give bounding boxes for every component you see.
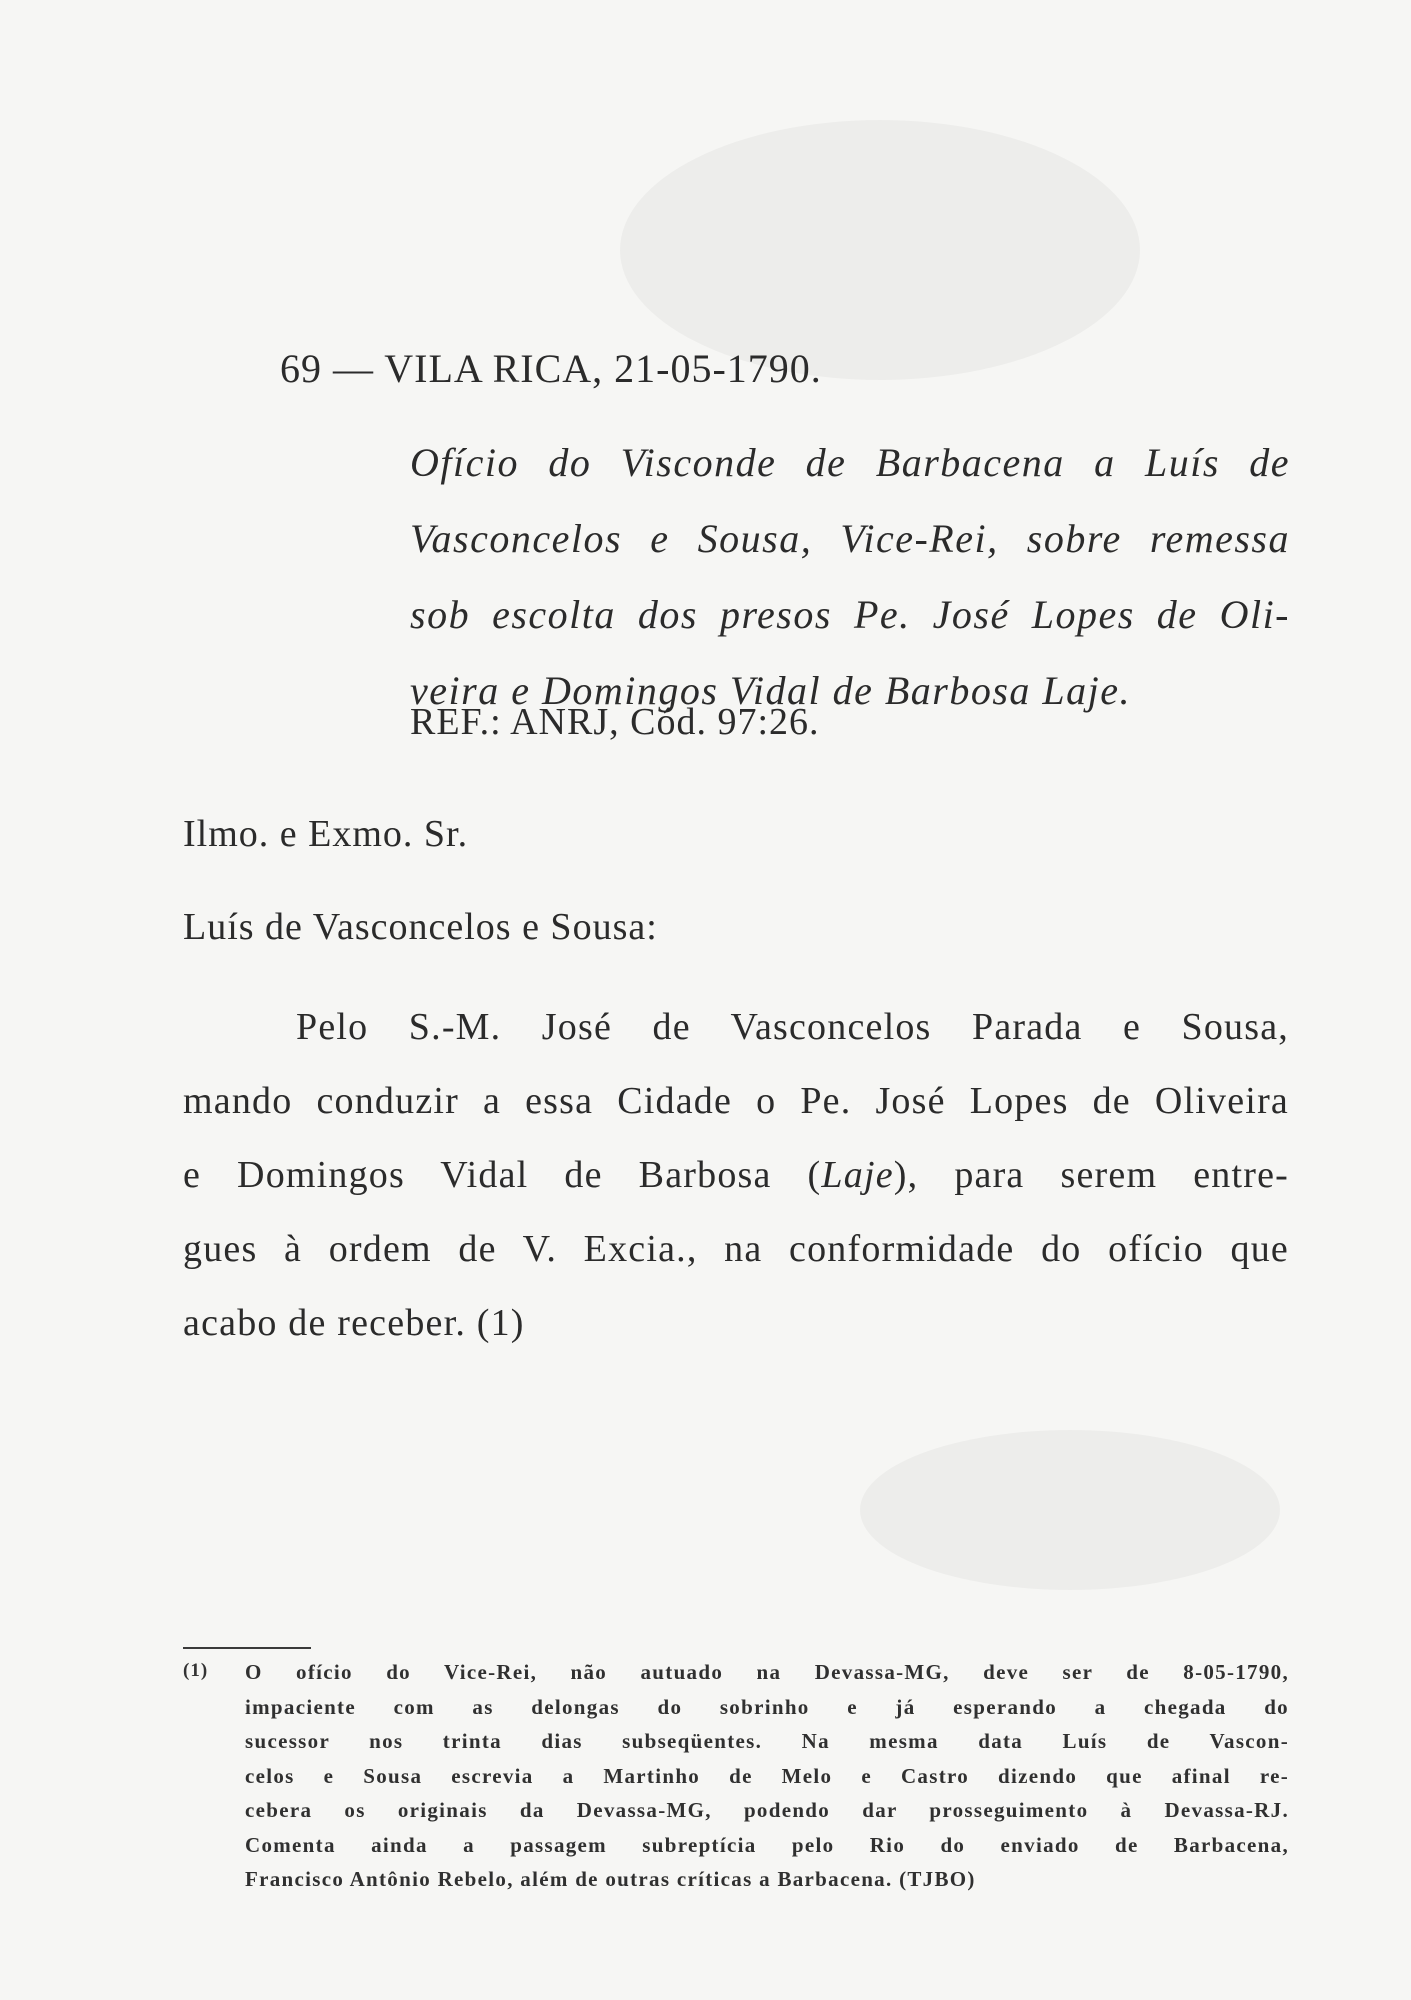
salutation: Ilmo. e Exmo. Sr. bbox=[183, 813, 469, 855]
footnote-line: cebera os originais da Devassa-MG, podendo dar prosseguimento à Devassa-RJ. bbox=[245, 1798, 1289, 1822]
footnote-divider bbox=[183, 1647, 311, 1649]
body-line: mando conduzir a essa Cidade o Pe. José Lopes de Oliveira bbox=[183, 1080, 1289, 1122]
footnote-marker: (1) bbox=[183, 1660, 209, 1681]
document-header: 69 — VILA RICA, 21-05-1790. bbox=[280, 346, 822, 391]
summary-line: Ofício do Visconde de Barbacena a Luís de bbox=[410, 440, 1290, 485]
body-text-segment: ), para serem entre- bbox=[893, 1154, 1289, 1196]
footnote bbox=[245, 1655, 1289, 1897]
footnote-line: impaciente com as delongas do sobrinho e já esperando a chegada do bbox=[245, 1694, 1289, 1719]
archive-reference: REF.: ANRJ, Cód. 97:26. bbox=[410, 701, 820, 743]
body-italic-name: Laje bbox=[821, 1154, 894, 1196]
paper-stain bbox=[620, 120, 1140, 380]
footnote-line: O ofício do Vice-Rei, não autuado na Devassa-MG, deve ser de 8-05-1790, bbox=[245, 1660, 1289, 1684]
body-line: Pelo S.-M. José de Vasconcelos Parada e Sousa, bbox=[296, 1006, 1289, 1048]
body-line: acabo de receber. (1) bbox=[183, 1302, 525, 1344]
body-text-segment: e Domingos Vidal de Barbosa ( bbox=[183, 1154, 822, 1196]
document-summary bbox=[410, 425, 1290, 729]
summary-line: sob escolta dos presos Pe. José Lopes de Oli- bbox=[410, 592, 1290, 637]
summary-line: veira e Domingos Vidal de Barbosa Laje. bbox=[410, 668, 1132, 713]
footnote-line: Francisco Antônio Rebelo, além de outras críticas a Barbacena. (TJBO) bbox=[245, 1867, 976, 1891]
footnote-line: sucessor nos trinta dias subseqüentes. Na mesma data Luís de Vascon- bbox=[245, 1729, 1289, 1753]
body-line: gues à ordem de V. Excia., na conformidade do ofício que bbox=[183, 1228, 1289, 1270]
footnote-line: Comenta ainda a passagem subreptícia pelo Rio do enviado de Barbacena, bbox=[245, 1832, 1289, 1857]
letter-body bbox=[183, 990, 1289, 1360]
summary-line: Vasconcelos e Sousa, Vice-Rei, sobre remessa bbox=[410, 516, 1290, 561]
paper-stain bbox=[860, 1430, 1280, 1590]
body-line bbox=[183, 1138, 1289, 1212]
addressee: Luís de Vasconcelos e Sousa: bbox=[183, 906, 658, 948]
footnote-line: celos e Sousa escrevia a Martinho de Melo e Castro dizendo que afinal re- bbox=[245, 1763, 1289, 1788]
